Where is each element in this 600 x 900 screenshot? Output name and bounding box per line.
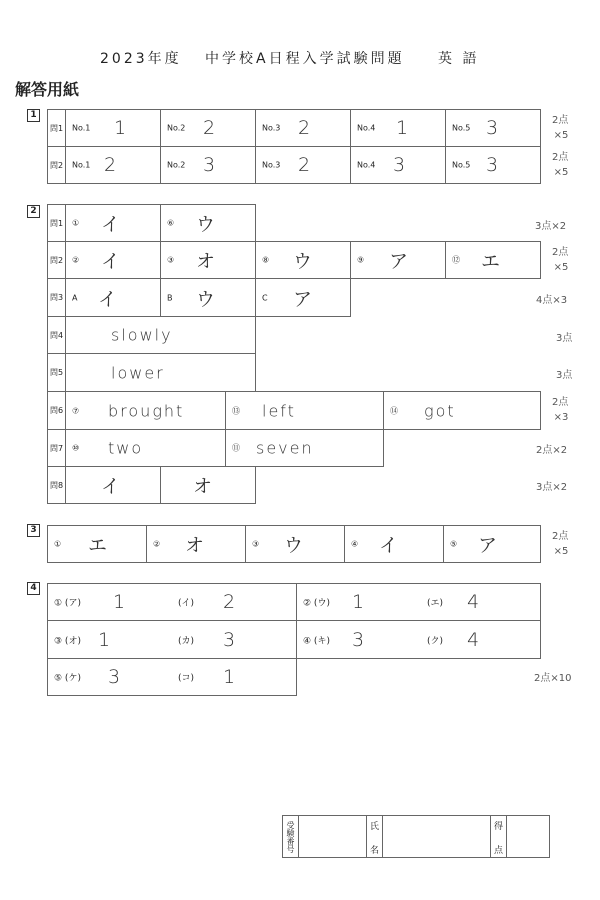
answer-cell (65, 278, 161, 317)
points-text: 2点 (552, 115, 569, 126)
score-field[interactable] (506, 815, 550, 858)
item-label: ⑬ (232, 406, 240, 415)
answer: lower (111, 363, 165, 382)
answer: エ (481, 250, 501, 273)
answer: ウ (196, 288, 216, 310)
answer-cell (255, 241, 351, 279)
answer-cell (296, 620, 541, 659)
points (552, 113, 568, 143)
item-label: (カ) (178, 636, 195, 646)
section-2-number: 2 (27, 205, 40, 218)
item-label: ⑨ (357, 255, 365, 265)
answer-cell (47, 658, 297, 696)
item-label: (イ) (178, 598, 195, 609)
answer: slowly (111, 325, 173, 345)
answer-cell (225, 429, 384, 467)
answer: イ (101, 213, 121, 236)
answer-cell (65, 146, 161, 184)
item-label: A (72, 293, 78, 302)
answer: brought (108, 401, 185, 420)
section-3-number: 3 (27, 524, 40, 537)
item-label: ④ (351, 539, 359, 549)
item-label: ② (72, 255, 80, 265)
points-text: ×5 (553, 262, 569, 273)
question-label: 問1 (47, 109, 66, 147)
points (552, 395, 568, 425)
item-label: No.2 (167, 123, 186, 133)
item-label: (エ) (427, 598, 444, 609)
question-label: 問8 (47, 466, 66, 504)
points: 3点×2 (536, 482, 568, 493)
answer-cell (350, 109, 446, 147)
answer-cell (255, 109, 351, 147)
answer: 3 (486, 154, 499, 176)
answer: left (262, 401, 296, 420)
item-label: ② (153, 539, 161, 549)
item-label: ⑩ (72, 443, 80, 453)
points-text: ×3 (553, 412, 569, 423)
points-text: 2点 (552, 531, 569, 542)
section-4-number: 4 (27, 582, 40, 595)
answer-cell (65, 241, 161, 279)
answer: 2 (298, 117, 311, 139)
points: 4点×3 (536, 295, 568, 306)
score-label (490, 815, 507, 858)
points-text: 2点 (552, 397, 569, 408)
item-label: ⑥ (167, 218, 175, 228)
answer-cell (245, 525, 345, 563)
answer-cell (160, 278, 256, 317)
answer-cell (225, 391, 384, 430)
answer: 1 (396, 117, 409, 139)
points-text: ×5 (553, 130, 569, 141)
item-label: ③ (オ) (54, 636, 81, 646)
answer-cell (146, 525, 246, 563)
answer-cell (160, 109, 256, 147)
answer-cell (47, 525, 147, 563)
item-label: ⑪ (232, 443, 240, 453)
points: 3点 (556, 333, 573, 344)
answer: オ (185, 534, 205, 557)
question-label: 問2 (47, 146, 66, 184)
answer: ア (293, 288, 313, 310)
points: 2点×10 (534, 673, 572, 684)
answer-cell (383, 391, 541, 430)
answer: ウ (196, 213, 216, 236)
points: 3点×2 (535, 221, 567, 232)
exam-number-field[interactable] (298, 815, 367, 858)
name-label (366, 815, 383, 858)
points-text: 2点 (552, 152, 569, 163)
question-label: 問7 (47, 429, 66, 467)
answer-cell (160, 466, 256, 504)
answer-cell (65, 204, 161, 242)
name-label-1: 氏 (369, 822, 379, 832)
points: 3点 (556, 370, 573, 381)
item-label: ⑭ (390, 406, 398, 415)
answer: オ (196, 250, 216, 273)
answer: two (108, 438, 144, 458)
answer: 1 (114, 117, 127, 139)
exam-name: 中学校A日程入学試験問題 (205, 51, 405, 67)
answer: オ (193, 475, 213, 498)
question-label: 問6 (47, 391, 66, 430)
exam-year: 2023年度 (100, 51, 182, 67)
points (552, 529, 568, 559)
question-label: 問5 (47, 353, 66, 392)
answer: 4 (467, 628, 480, 651)
item-label: (コ) (178, 673, 195, 684)
item-label: ④ (キ) (303, 636, 330, 646)
section-1-number: 1 (27, 109, 40, 122)
answer-cell (47, 583, 297, 621)
item-label: No.3 (262, 123, 281, 133)
answer: 2 (203, 117, 216, 139)
answer-cell (445, 109, 541, 147)
answer: 3 (223, 628, 236, 651)
item-label: ⑧ (262, 255, 270, 265)
item-label: No.2 (167, 160, 186, 170)
item-label: No.4 (357, 123, 376, 133)
answer-cell (160, 241, 256, 279)
question-label: 問4 (47, 316, 66, 354)
answer: 4 (467, 591, 480, 613)
answer: ア (478, 534, 498, 557)
answer: イ (101, 250, 121, 273)
answer-cell (160, 146, 256, 184)
answer: エ (88, 534, 108, 557)
question-label: 問2 (47, 241, 66, 279)
answer: ア (389, 250, 409, 273)
item-label: B (167, 293, 173, 302)
item-label: ⑫ (452, 255, 460, 265)
points (552, 245, 568, 275)
item-label: ③ (252, 539, 260, 549)
answer: イ (98, 288, 118, 310)
answer-cell (65, 109, 161, 147)
answer-cell (445, 241, 541, 279)
score-label-2: 点 (493, 846, 503, 856)
points: 2点×2 (536, 445, 568, 456)
question-label: 問3 (47, 278, 66, 317)
answer-cell (255, 146, 351, 184)
item-label: C (262, 293, 268, 302)
answer-cell (255, 278, 351, 317)
answer: 3 (108, 666, 121, 688)
points-text: 2点 (552, 247, 569, 258)
answer-cell (445, 146, 541, 184)
sheet-title: 解答用紙 (15, 80, 80, 99)
answer: got (424, 401, 456, 420)
answer-cell (65, 391, 226, 430)
answer: 1 (98, 628, 111, 651)
answer-cell (47, 620, 297, 659)
answer: イ (379, 534, 399, 557)
item-label: ① (54, 539, 62, 549)
answer-cell (65, 316, 256, 354)
points-text: ×5 (553, 167, 569, 178)
answer: 3 (393, 154, 406, 176)
answer: ウ (284, 534, 304, 557)
answer-cell (160, 204, 256, 242)
answer-cell (296, 583, 541, 621)
answer-cell (65, 353, 256, 392)
answer: イ (101, 475, 121, 498)
name-label-2: 名 (369, 846, 379, 856)
answer-cell (344, 525, 444, 563)
answer: 3 (352, 628, 365, 651)
answer-cell (350, 241, 446, 279)
points (552, 150, 568, 180)
score-label-1: 得 (493, 822, 503, 832)
answer: 2 (298, 154, 311, 176)
item-label: No.5 (452, 160, 471, 170)
item-label: (ク) (427, 636, 444, 646)
answer: 1 (223, 666, 236, 688)
exam-subject: 英 語 (438, 51, 480, 67)
answer: 3 (486, 117, 499, 139)
answer: 1 (113, 591, 126, 613)
item-label: ⑤ (ケ) (54, 673, 81, 684)
item-label: ③ (167, 255, 175, 265)
answer: seven (256, 438, 314, 458)
item-label: No.1 (72, 160, 91, 170)
answer: 1 (352, 591, 365, 613)
item-label: ① (72, 218, 80, 228)
points-text: ×5 (553, 546, 569, 557)
exam-number-label: 受験番号 (282, 815, 299, 858)
item-label: ⑦ (72, 406, 80, 415)
item-label: No.5 (452, 123, 471, 133)
item-label: No.4 (357, 160, 376, 170)
item-label: ② (ウ) (303, 598, 330, 609)
answer-cell (65, 466, 161, 504)
answer: 3 (203, 154, 216, 176)
answer-cell (65, 429, 226, 467)
item-label: No.3 (262, 160, 281, 170)
item-label: ⑤ (450, 539, 458, 549)
answer: 2 (104, 154, 117, 176)
answer-cell (443, 525, 541, 563)
answer: ウ (293, 250, 313, 273)
question-label: 問1 (47, 204, 66, 242)
answer-cell (350, 146, 446, 184)
answer: 2 (223, 591, 236, 613)
name-field[interactable] (382, 815, 491, 858)
item-label: No.1 (72, 123, 91, 133)
item-label: ① (ア) (54, 598, 81, 609)
